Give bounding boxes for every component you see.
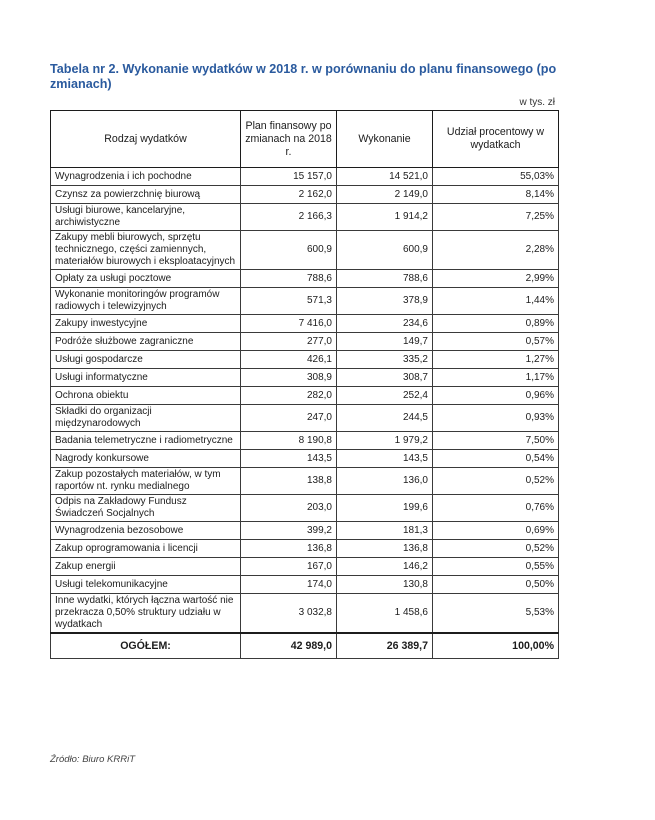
cell-share: 0,93%: [433, 405, 559, 432]
cell-share: 1,27%: [433, 351, 559, 369]
table-row: [51, 204, 559, 231]
cell-plan: 174,0: [241, 576, 337, 594]
table-row: [51, 522, 559, 540]
cell-category: Wykonanie monitoringów programów radiowych i telewizyjnych: [51, 288, 241, 315]
table-row: [51, 540, 559, 558]
cell-share: 2,99%: [433, 270, 559, 288]
cell-plan: 426,1: [241, 351, 337, 369]
cell-execution: 143,5: [337, 450, 433, 468]
cell-execution: 149,7: [337, 333, 433, 351]
cell-execution: 1 979,2: [337, 432, 433, 450]
table-title: Tabela nr 2. Wykonanie wydatków w 2018 r. w porównaniu do planu finansowego (po zmianach): [50, 62, 557, 91]
cell-execution: 146,2: [337, 558, 433, 576]
cell-category: Podróże służbowe zagraniczne: [51, 333, 241, 351]
cell-category: Inne wydatki, których łączna wartość nie przekracza 0,50% struktury udziału w wydatkach: [51, 594, 241, 634]
cell-share: 0,54%: [433, 450, 559, 468]
expenditure-table: [50, 110, 559, 659]
cell-execution: 1 914,2: [337, 204, 433, 231]
cell-plan: 203,0: [241, 495, 337, 522]
cell-execution: 199,6: [337, 495, 433, 522]
cell-execution: 136,8: [337, 540, 433, 558]
cell-share: 0,57%: [433, 333, 559, 351]
cell-plan: 167,0: [241, 558, 337, 576]
cell-execution: 378,9: [337, 288, 433, 315]
table-row: [51, 270, 559, 288]
cell-share: 1,17%: [433, 369, 559, 387]
cell-category: Usługi biurowe, kancelaryjne, archiwistyczne: [51, 204, 241, 231]
cell-category: Usługi gospodarcze: [51, 351, 241, 369]
cell-plan: 2 166,3: [241, 204, 337, 231]
cell-execution: 788,6: [337, 270, 433, 288]
cell-category: Składki do organizacji międzynarodowych: [51, 405, 241, 432]
cell-plan: 399,2: [241, 522, 337, 540]
cell-execution: 181,3: [337, 522, 433, 540]
cell-category: Zakup pozostałych materiałów, w tym raportów nt. rynku medialnego: [51, 468, 241, 495]
cell-category: Zakup oprogramowania i licencji: [51, 540, 241, 558]
cell-category: Opłaty za usługi pocztowe: [51, 270, 241, 288]
table-row: [51, 387, 559, 405]
cell-share: 0,89%: [433, 315, 559, 333]
header-row: [51, 111, 559, 168]
total-plan: 42 989,0: [241, 633, 337, 659]
table-row: [51, 450, 559, 468]
total-share: 100,00%: [433, 633, 559, 659]
cell-plan: 571,3: [241, 288, 337, 315]
cell-share: 0,76%: [433, 495, 559, 522]
cell-plan: 600,9: [241, 231, 337, 270]
table-row: [51, 432, 559, 450]
cell-plan: 308,9: [241, 369, 337, 387]
cell-category: Ochrona obiektu: [51, 387, 241, 405]
cell-category: Wynagrodzenia bezosobowe: [51, 522, 241, 540]
cell-plan: 3 032,8: [241, 594, 337, 634]
cell-execution: 2 149,0: [337, 186, 433, 204]
source-note: Źródło: Biuro KRRiT: [50, 754, 135, 765]
table-row: [51, 405, 559, 432]
cell-plan: 7 416,0: [241, 315, 337, 333]
cell-share: 0,96%: [433, 387, 559, 405]
unit-label: w tys. zł: [519, 97, 555, 108]
cell-execution: 252,4: [337, 387, 433, 405]
cell-share: 0,69%: [433, 522, 559, 540]
cell-category: Usługi telekomunikacyjne: [51, 576, 241, 594]
cell-plan: 2 162,0: [241, 186, 337, 204]
table-row: [51, 168, 559, 186]
cell-share: 1,44%: [433, 288, 559, 315]
cell-category: Wynagrodzenia i ich pochodne: [51, 168, 241, 186]
table-row: [51, 369, 559, 387]
table-row: [51, 231, 559, 270]
cell-category: Usługi informatyczne: [51, 369, 241, 387]
cell-share: 7,50%: [433, 432, 559, 450]
cell-share: 0,52%: [433, 468, 559, 495]
table-row: [51, 468, 559, 495]
cell-plan: 8 190,8: [241, 432, 337, 450]
table-row: [51, 288, 559, 315]
cell-plan: 143,5: [241, 450, 337, 468]
cell-plan: 136,8: [241, 540, 337, 558]
cell-execution: 1 458,6: [337, 594, 433, 634]
cell-execution: 244,5: [337, 405, 433, 432]
cell-category: Czynsz za powierzchnię biurową: [51, 186, 241, 204]
header-share: Udział procentowy w wydatkach: [433, 111, 559, 168]
total-row: [51, 633, 559, 659]
table-row: [51, 333, 559, 351]
table-row: [51, 186, 559, 204]
cell-execution: 136,0: [337, 468, 433, 495]
cell-category: Nagrody konkursowe: [51, 450, 241, 468]
cell-execution: 308,7: [337, 369, 433, 387]
cell-plan: 247,0: [241, 405, 337, 432]
cell-execution: 600,9: [337, 231, 433, 270]
cell-plan: 138,8: [241, 468, 337, 495]
cell-category: Zakupy mebli biurowych, sprzętu technicznego, części zamiennych, materiałów biurowych i eksploatacyjnych: [51, 231, 241, 270]
header-execution: Wykonanie: [337, 111, 433, 168]
cell-plan: 788,6: [241, 270, 337, 288]
cell-share: 8,14%: [433, 186, 559, 204]
total-label: OGÓŁEM:: [51, 633, 241, 659]
table-row: [51, 315, 559, 333]
table-row: [51, 351, 559, 369]
cell-share: 0,55%: [433, 558, 559, 576]
cell-execution: 130,8: [337, 576, 433, 594]
cell-share: 7,25%: [433, 204, 559, 231]
cell-plan: 277,0: [241, 333, 337, 351]
total-execution: 26 389,7: [337, 633, 433, 659]
cell-plan: 15 157,0: [241, 168, 337, 186]
cell-share: 55,03%: [433, 168, 559, 186]
cell-category: Odpis na Zakładowy Fundusz Świadczeń Socjalnych: [51, 495, 241, 522]
cell-share: 0,52%: [433, 540, 559, 558]
header-plan: Plan finansowy po zmianach na 2018 r.: [241, 111, 337, 168]
cell-share: 2,28%: [433, 231, 559, 270]
table-row: [51, 495, 559, 522]
cell-execution: 234,6: [337, 315, 433, 333]
table-row: [51, 576, 559, 594]
cell-category: Zakupy inwestycyjne: [51, 315, 241, 333]
table-row: [51, 558, 559, 576]
cell-execution: 335,2: [337, 351, 433, 369]
cell-execution: 14 521,0: [337, 168, 433, 186]
cell-share: 5,53%: [433, 594, 559, 634]
header-category: Rodzaj wydatków: [51, 111, 241, 168]
table-row: [51, 594, 559, 634]
cell-share: 0,50%: [433, 576, 559, 594]
cell-category: Badania telemetryczne i radiometryczne: [51, 432, 241, 450]
cell-plan: 282,0: [241, 387, 337, 405]
cell-category: Zakup energii: [51, 558, 241, 576]
